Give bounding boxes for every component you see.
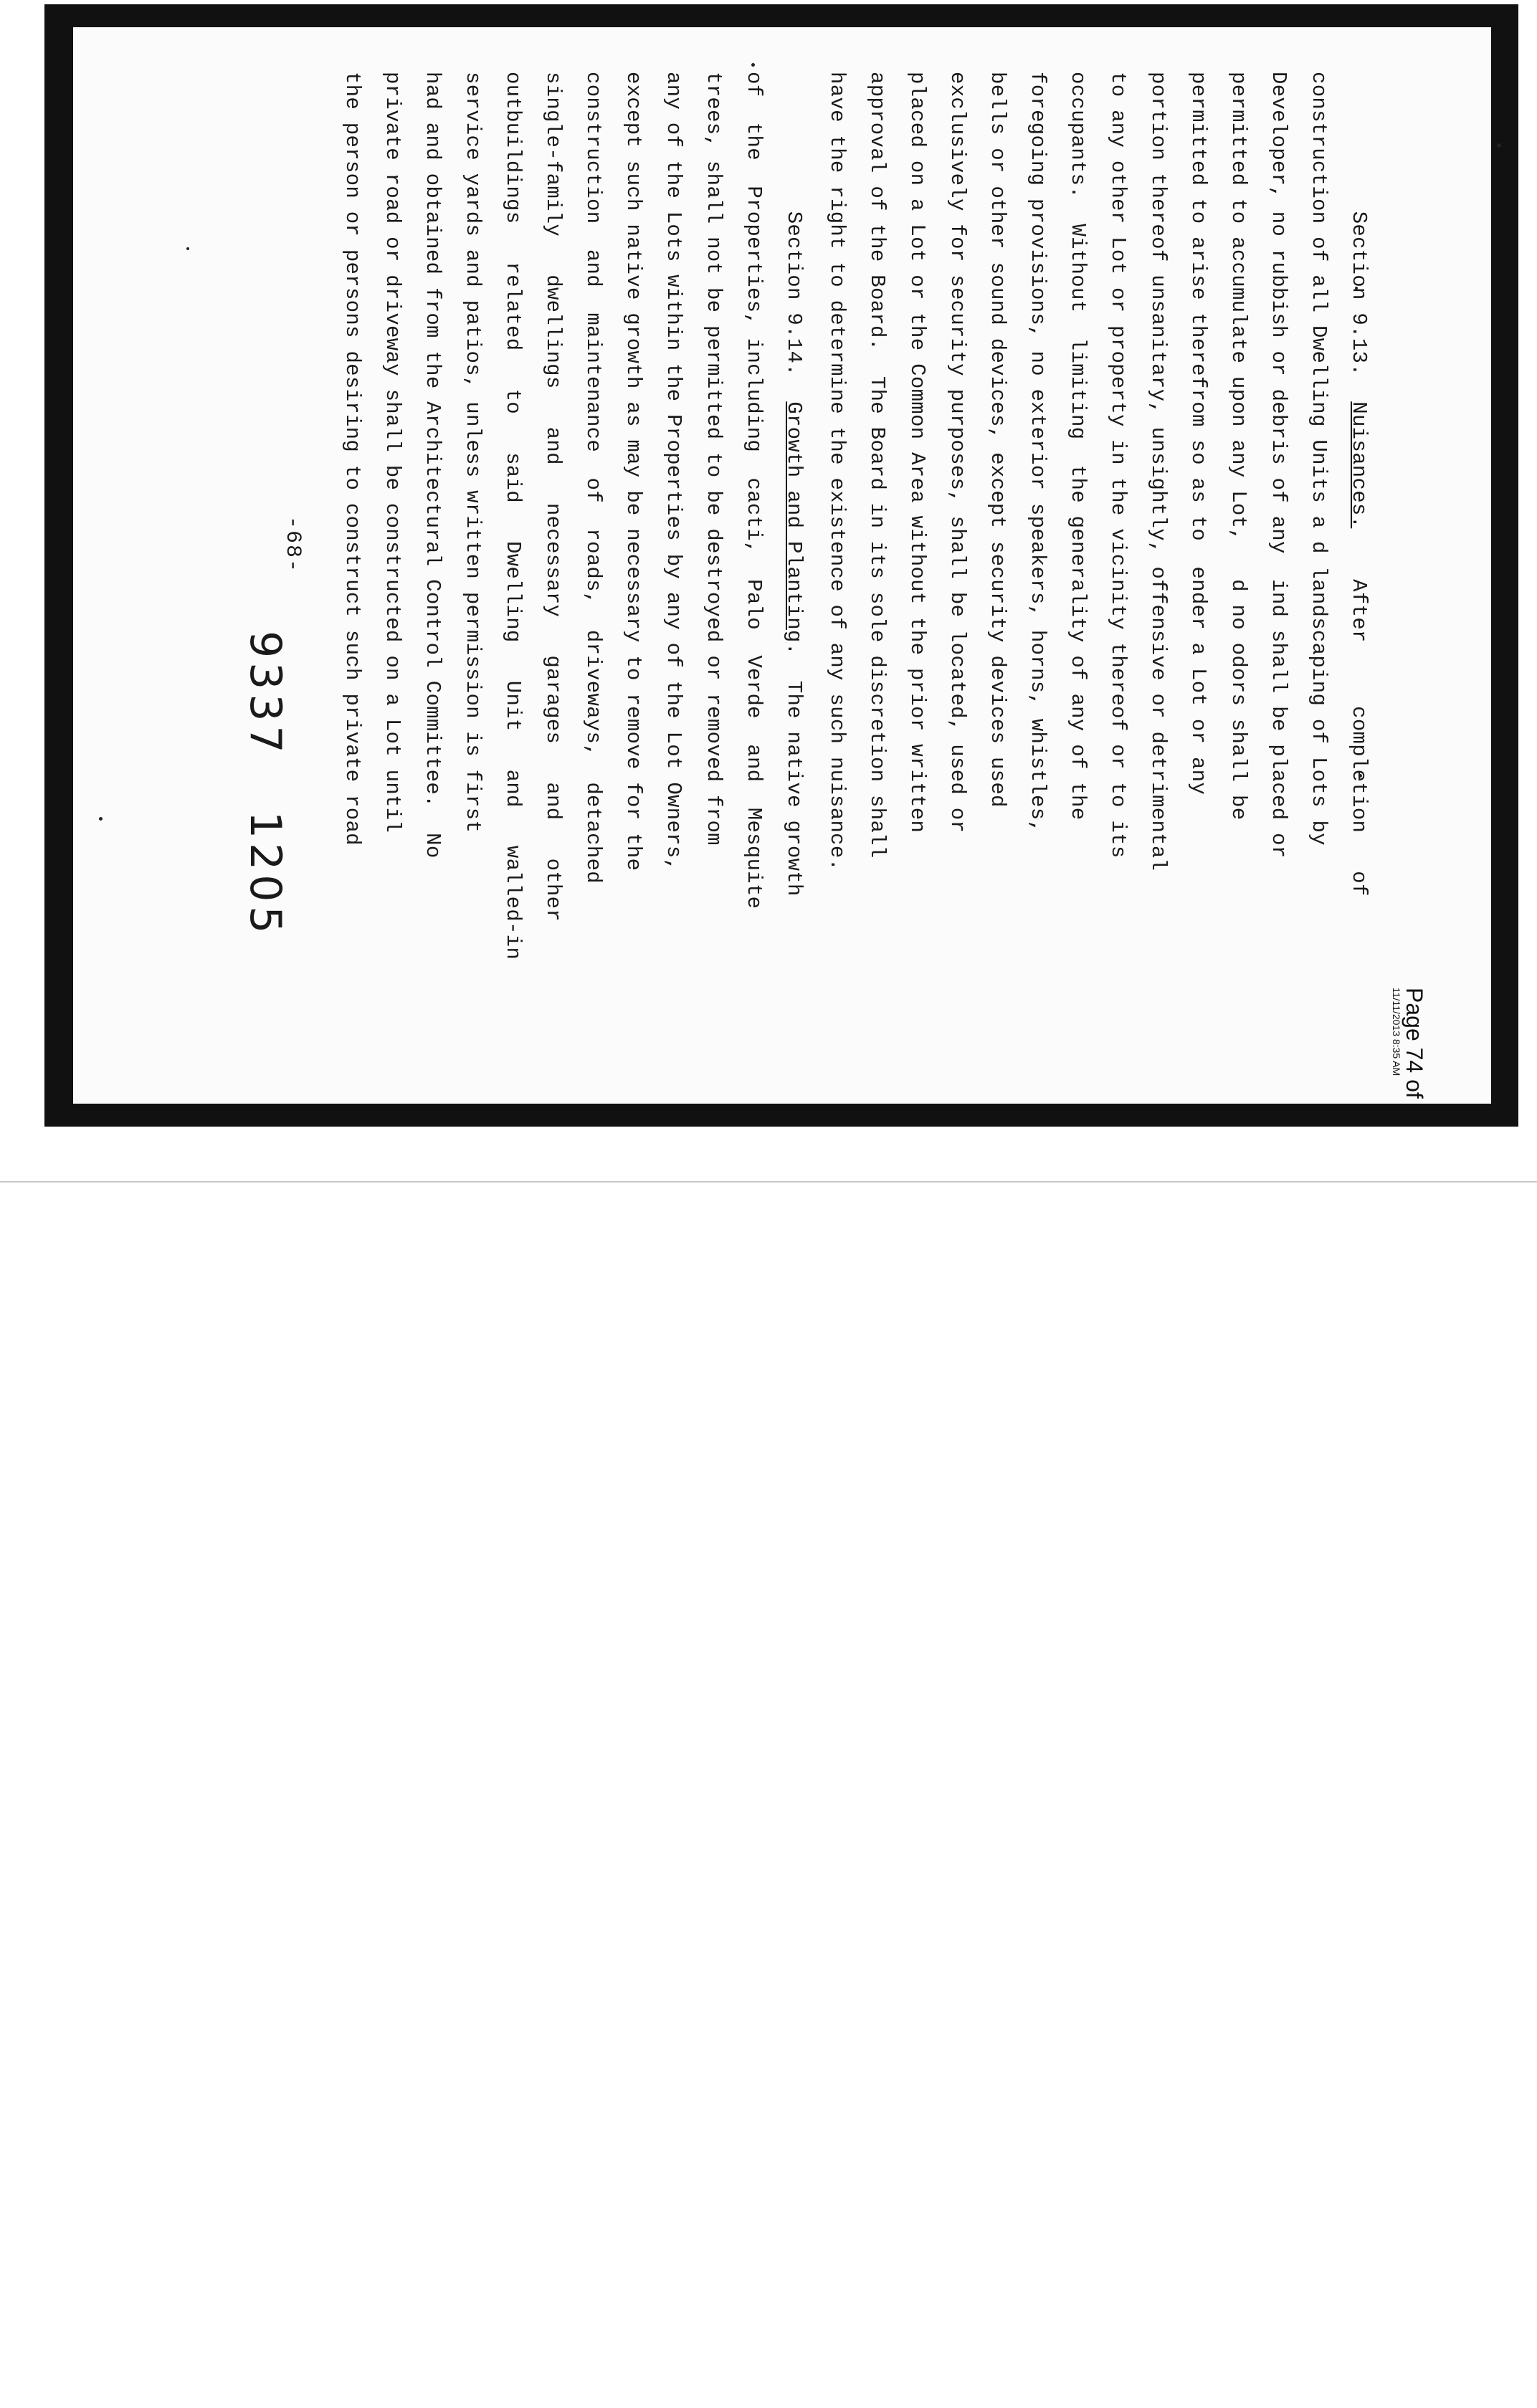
- text-line: [819, 72, 855, 1018]
- text-segment: have the right to determine the existence of any such nuisance.: [825, 72, 849, 871]
- text-line: [776, 72, 812, 1018]
- scan-speck: [751, 63, 755, 67]
- scan-speck: [99, 817, 103, 821]
- section-heading: Nuisances.: [1347, 401, 1371, 529]
- text-line: [736, 72, 771, 1018]
- page-number: -68-: [280, 515, 305, 573]
- scan-speck: [186, 247, 189, 250]
- page-divider: [0, 1181, 1537, 1182]
- text-line: [1140, 72, 1176, 1018]
- text-segment: service yards and patios, unless written permission is first: [461, 72, 485, 833]
- text-segment: Section 9.13.: [1347, 72, 1371, 402]
- book-page-number: 9337 1205: [240, 631, 290, 938]
- text-segment: permitted to accumulate upon any Lot, d no odors shall be: [1227, 72, 1250, 821]
- text-line: [979, 72, 1015, 1018]
- text-segment: placed on a Lot or the Common Area without the prior written: [905, 72, 929, 833]
- text-segment: to any other Lot or property in the vicinity thereof or to its: [1106, 72, 1130, 859]
- text-line: [1180, 72, 1216, 1018]
- text-segment: had and obtained from the Architectural Control Committee. No: [421, 72, 444, 859]
- text-line: [414, 72, 450, 1018]
- text-segment: Section 9.14.: [782, 72, 806, 402]
- text-line: [334, 72, 370, 1018]
- section-heading: Growth and Planting: [782, 401, 806, 643]
- text-line: [1019, 72, 1055, 1018]
- text-line: [615, 72, 651, 1018]
- text-segment: trees, shall not be permitted to be destroyed or removed from: [702, 72, 725, 846]
- text-segment: foregoing provisions, no exterior speakers, horns, whistles,: [1026, 72, 1050, 833]
- text-segment: . The native growth: [782, 642, 806, 897]
- text-line: [1100, 72, 1136, 1018]
- text-segment: permitted to arise therefrom so as to ender a Lot or any: [1186, 72, 1210, 796]
- text-segment: outbuildings related to said Dwelling Unit and walled-in: [501, 72, 525, 960]
- text-segment: of the Properties, including cacti, Palo Verde and Mesquite: [742, 72, 766, 909]
- text-segment: single-family dwellings and necessary garages and other: [541, 72, 565, 922]
- text-line: [495, 72, 530, 1018]
- text-line: [535, 72, 571, 1018]
- stamp-page-label: Page 74 of: [1402, 988, 1427, 1099]
- text-line: [1260, 72, 1296, 1018]
- text-segment: Developer, no rubbish or debris of any ind shall be placed or: [1267, 72, 1290, 859]
- text-line: [859, 72, 895, 1018]
- text-line: [455, 72, 490, 1018]
- text-line: [575, 72, 611, 1018]
- text-segment: bells or other sound devices, except security devices used: [986, 72, 1009, 808]
- text-line: [899, 72, 935, 1018]
- text-line: [1341, 72, 1376, 1018]
- text-segment: exclusively for security purposes, shall be located, used or: [946, 72, 969, 833]
- text-line: [939, 72, 975, 1018]
- text-segment: occupants. Without limiting the generality of any of the: [1066, 72, 1090, 821]
- scan-speck: [1497, 143, 1501, 148]
- document-body: [215, 72, 1434, 1018]
- text-segment: construction of all Dwelling Units a d landscaping of Lots by: [1307, 72, 1331, 846]
- text-segment: portion thereof unsanitary, unsightly, offensive or detrimental: [1146, 72, 1170, 871]
- text-segment: approval of the Board. The Board in its sole discretion shall: [865, 72, 889, 859]
- text-line: [374, 72, 410, 1018]
- text-segment: the person or persons desiring to construct such private road: [341, 72, 364, 846]
- text-segment: any of the Lots within the Properties by any of the Lot Owners,: [662, 72, 685, 871]
- text-line: [655, 72, 691, 1018]
- text-segment: construction and maintenance of roads, driveways, detached: [581, 72, 605, 884]
- text-segment: except such native growth as may be necessary to remove for the: [622, 72, 645, 871]
- text-line: [1220, 72, 1256, 1018]
- text-line: [1300, 72, 1336, 1018]
- text-line: [1060, 72, 1095, 1018]
- stamp-datetime: 11/11/2013 8:35 AM: [1391, 988, 1402, 1076]
- text-segment: private road or driveway shall be constructed on a Lot until: [381, 72, 404, 833]
- text-line: [695, 72, 731, 1018]
- recorder-stamp: [1391, 988, 1427, 1099]
- text-segment: After completion of: [1347, 528, 1371, 897]
